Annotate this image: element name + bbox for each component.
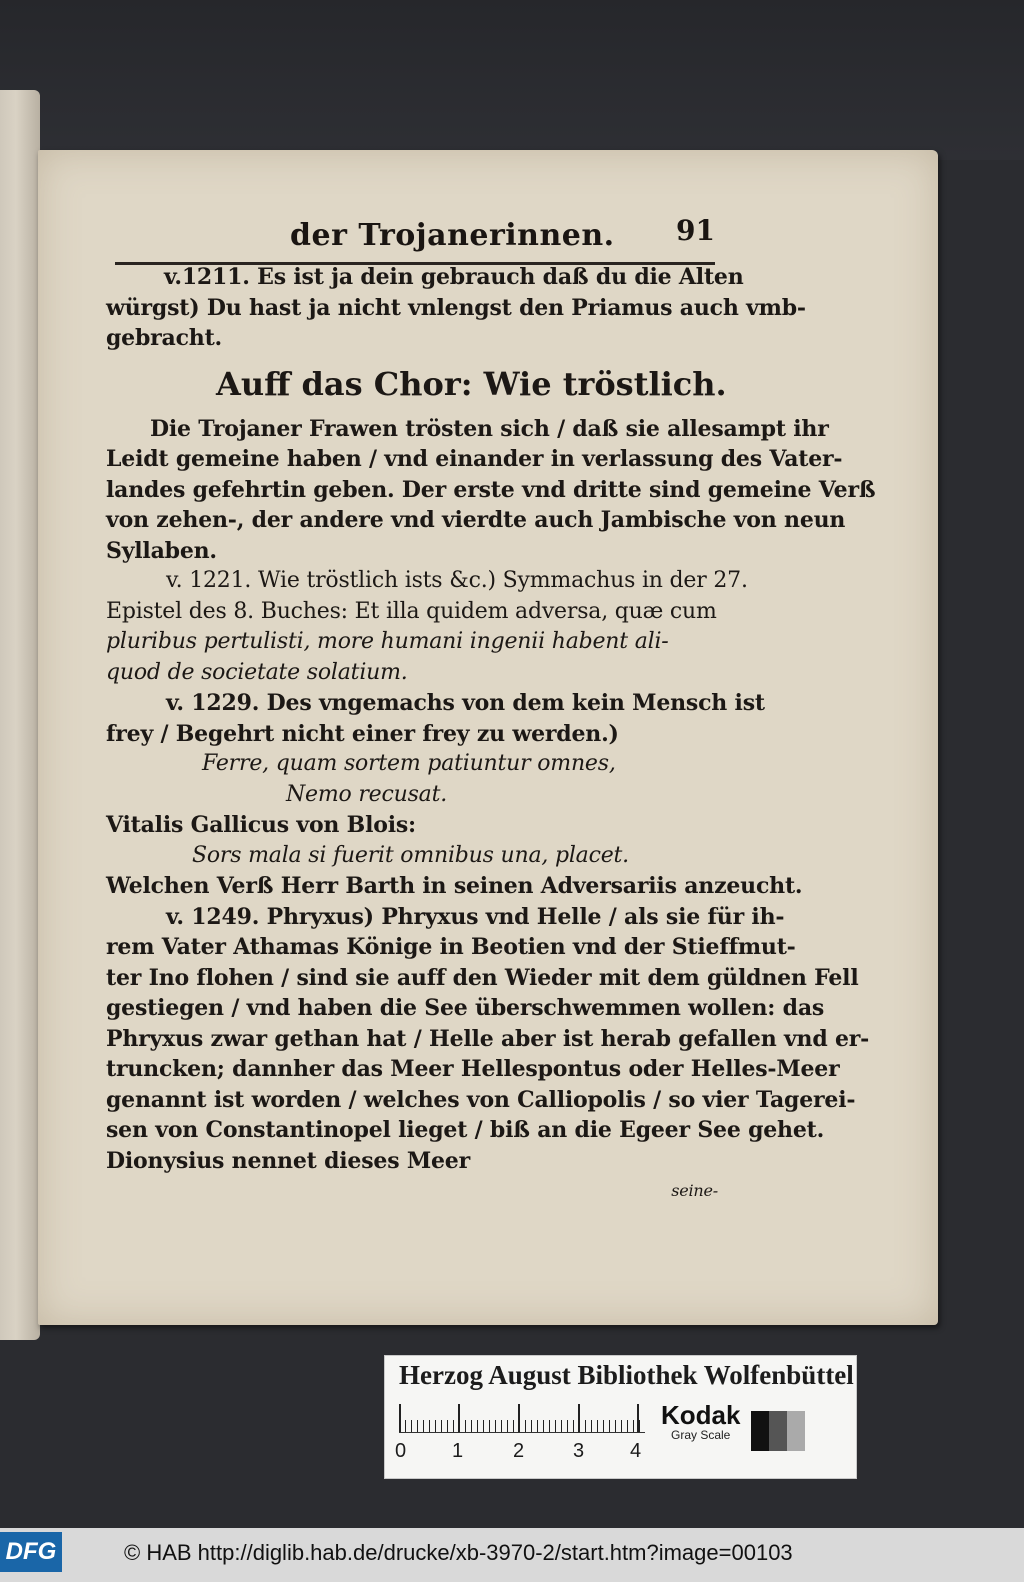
text-line: Syllaben.	[106, 537, 217, 564]
dfg-logo: DFG	[0, 1532, 62, 1572]
ruler	[399, 1404, 645, 1433]
text-line: Vitalis Gallicus von Blois:	[106, 812, 416, 838]
gray-scale-label: Gray Scale	[671, 1428, 731, 1442]
text-line: Epistel des 8. Buches: Et illa quidem adversa, quæ cum	[106, 598, 717, 624]
gray-patch	[751, 1411, 769, 1451]
text-line: Welchen Verß Herr Barth in seinen Adversariis anzeucht.	[106, 873, 803, 899]
background	[0, 0, 1024, 160]
text-line: sen von Constantinopel lieget / biß an die Egeer See gehet.	[106, 1117, 825, 1143]
text-line: rem Vater Athamas Könige in Beotien vnd der Stieffmut-	[106, 934, 796, 960]
ruler-number: 1	[452, 1440, 464, 1462]
text-line: frey / Begehrt nicht einer frey zu werden.)	[106, 720, 619, 747]
ruler-tick	[458, 1404, 460, 1432]
text-line: von zehen-, der andere vnd vierdte auch Jambische von neun	[106, 507, 846, 533]
text-line: gestiegen / vnd haben die See überschwemmen wollen: das	[106, 995, 825, 1021]
verse-line: Nemo recusat.	[286, 781, 448, 807]
catchword: seine-	[671, 1181, 718, 1200]
kodak-logo: Kodak	[661, 1400, 741, 1430]
text-line: v.1211. Es ist ja dein gebrauch daß du die Alten	[164, 264, 744, 290]
footer-bar	[0, 1528, 1024, 1582]
text-line: v. 1249. Phryxus) Phryxus vnd Helle / als sie für ih-	[166, 903, 785, 930]
text-line: gebracht.	[106, 325, 223, 351]
text-line: ter Ino flohen / sind sie auff den Wieder mit dem güldnen Fell	[106, 964, 859, 991]
gray-patches	[751, 1411, 805, 1451]
catchword-row	[106, 1176, 718, 1204]
color-scale-card	[384, 1355, 857, 1479]
book-edge	[0, 90, 40, 1340]
text-line: truncken; dannher das Meer Hellespontus oder Helles-Meer	[106, 1056, 840, 1082]
ruler-number: 2	[513, 1440, 525, 1462]
ruler-number: 0	[395, 1440, 407, 1462]
text-line: quod de societate solatium.	[106, 659, 408, 685]
text-line: pluribus pertulisti, more humani ingenii habent ali-	[106, 629, 669, 654]
library-name: Herzog August Bibliothek Wolfenbüttel	[399, 1360, 854, 1390]
source-link[interactable]: © HAB http://diglib.hab.de/drucke/xb-3970-2/start.htm?image=00103	[124, 1540, 793, 1565]
verse-line: Ferre, quam sortem patiuntur omnes,	[202, 751, 616, 776]
text-line: Die Trojaner Frawen trösten sich / daß sie allesampt ihr	[150, 415, 829, 442]
verse-line: Sors mala si fuerit omnibus una, placet.	[192, 842, 629, 868]
ruler-number: 4	[630, 1440, 642, 1462]
ruler-tick	[637, 1404, 639, 1432]
text-line: genannt ist worden / welches von Calliopolis / so vier Tagerei-	[106, 1086, 856, 1113]
text-line: v. 1229. Des vngemachs von dem kein Mensch ist	[166, 690, 765, 716]
ruler-tick	[578, 1404, 580, 1432]
text-line: v. 1221. Wie tröstlich ists &c.) Symmachus in der 27.	[166, 568, 748, 593]
text-line: Leidt gemeine haben / vnd einander in verlassung des Vater-	[106, 446, 843, 472]
text-line: landes gefehrtin geben. Der erste vnd dritte sind gemeine Verß	[106, 476, 876, 503]
text-line: würgst) Du hast ja nicht vnlengst den Priamus auch vmb-	[106, 294, 806, 321]
text-line: Dionysius nennet dieses Meer	[106, 1147, 470, 1174]
gray-patch	[787, 1411, 805, 1451]
ruler-tick	[399, 1404, 401, 1432]
text-line: Phryxus zwar gethan hat / Helle aber ist herab gefallen vnd er-	[106, 1025, 870, 1052]
running-head	[110, 208, 715, 268]
running-title: der Trojanerinnen.	[290, 218, 615, 253]
text-block	[106, 262, 876, 1204]
ruler-number: 3	[573, 1440, 585, 1462]
ruler-tick	[518, 1404, 520, 1432]
page-number: 91	[676, 214, 715, 247]
section-heading: Auff das Chor: Wie tröstlich.	[216, 364, 727, 403]
gray-patch	[769, 1411, 787, 1451]
